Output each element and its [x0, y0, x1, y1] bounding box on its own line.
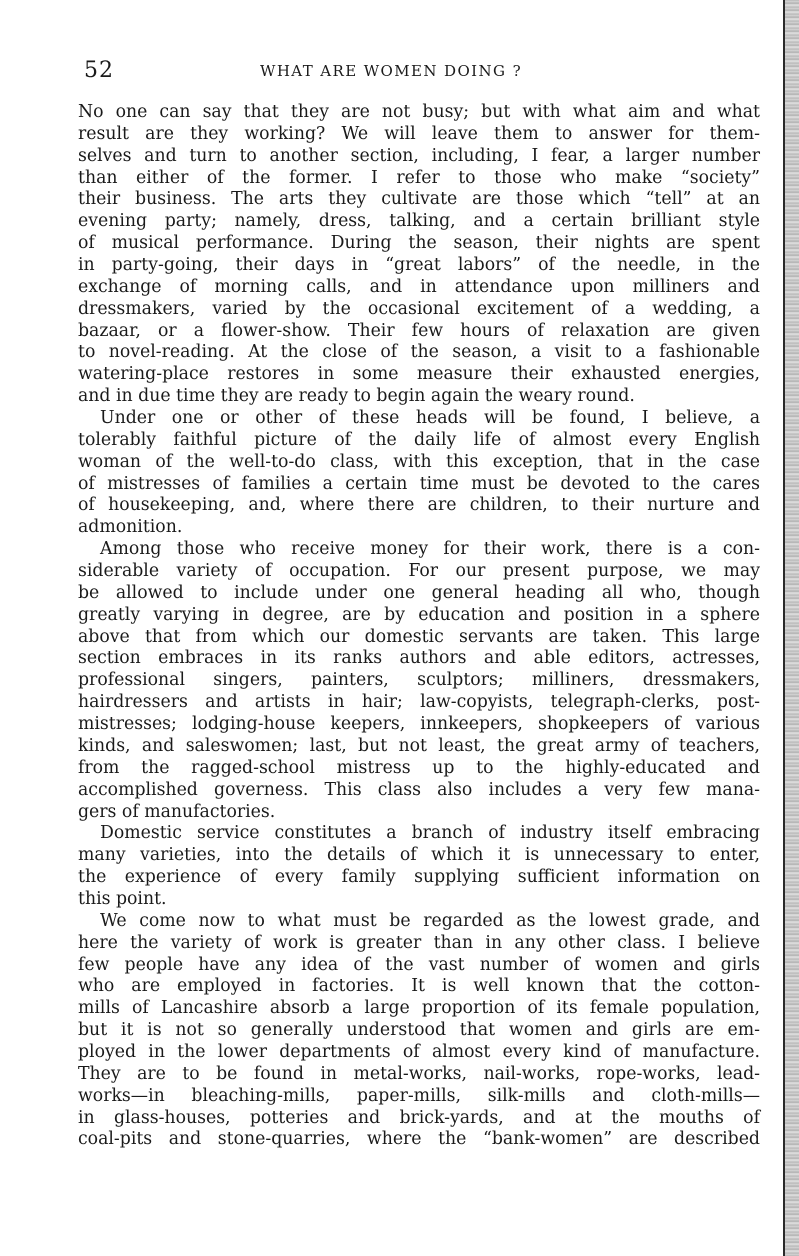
text-line: and in due time they are ready to begin again the weary round. — [78, 386, 635, 407]
text-line: woman of the well-to-do class, with this exception, that in the case — [78, 451, 760, 472]
text-line: evening party; namely, dress, talking, and a certain brilliant style — [78, 211, 760, 232]
text-line: No one can say that they are not busy; but with what aim and what — [78, 102, 760, 122]
text-line: coal-pits and stone-quarries, where the “bank-women” are described — [78, 1129, 760, 1150]
text-line: Domestic service constitutes a branch of industry itself embracing — [100, 823, 760, 844]
page-number: 52 — [84, 58, 114, 83]
text-line: to novel-reading. At the close of the season, a visit to a fashionable — [78, 342, 760, 363]
text-line: They are to be found in metal-works, nail-works, rope-works, lead- — [78, 1063, 760, 1084]
text-line: kinds, and saleswomen; last, but not least, the great army of teachers, — [78, 735, 760, 756]
text-line: above that from which our domestic servants are taken. This large — [78, 626, 760, 647]
text-line: the experience of every family supplying sufficient information on — [78, 867, 760, 888]
text-line: hairdressers and artists in hair; law-copyists, telegraph-clerks, post- — [78, 692, 760, 713]
text-line: exchange of morning calls, and in attendance upon milliners and — [78, 276, 760, 297]
text-line: few people have any idea of the vast number of women and girls — [78, 954, 760, 975]
text-line: of musical performance. During the season, their nights are spent — [78, 233, 760, 254]
text-line: section embraces in its ranks authors and able editors, actresses, — [78, 648, 760, 669]
text-line: than either of the former. I refer to those who make “society” — [78, 167, 760, 188]
text-line: this point. — [78, 888, 167, 909]
text-line: of housekeeping, and, where there are children, to their nurture and — [78, 495, 760, 516]
text-line: Among those who receive money for their work, there is a con- — [100, 539, 760, 560]
text-line: be allowed to include under one general heading all who, though — [78, 582, 760, 603]
page-edge-line — [783, 0, 785, 1256]
running-title: WHAT ARE WOMEN DOING ? — [260, 62, 523, 80]
text-line: selves and turn to another section, including, I fear, a larger number — [78, 145, 760, 166]
text-line: admonition. — [78, 517, 183, 538]
text-line: ployed in the lower departments of almost every kind of manufacture. — [78, 1041, 760, 1062]
text-line: in glass-houses, potteries and brick-yards, and at the mouths of — [78, 1107, 760, 1128]
text-line: of mistresses of families a certain time must be devoted to the cares — [78, 473, 760, 494]
text-line: gers of manufactories. — [78, 801, 276, 822]
text-line: Under one or other of these heads will be found, I believe, a — [100, 408, 760, 429]
text-line: here the variety of work is greater than in any other class. I believe — [78, 932, 760, 953]
text-line: from the ragged-school mistress up to the highly-educated and — [78, 757, 760, 778]
text-line: siderable variety of occupation. For our present purpose, we may — [78, 561, 760, 582]
text-line: dressmakers, varied by the occasional excitement of a wedding, a — [78, 298, 760, 319]
text-line: result are they working? We will leave them to answer for them- — [78, 123, 760, 144]
text-line: tolerably faithful picture of the daily life of almost every English — [78, 429, 760, 450]
text-line: works—in bleaching-mills, paper-mills, silk-mills and cloth-mills— — [78, 1085, 760, 1106]
text-line: many varieties, into the details of which it is unnecessary to enter, — [78, 845, 760, 866]
text-line: who are employed in factories. It is well known that the cotton- — [78, 976, 760, 997]
text-line: professional singers, painters, sculptors; milliners, dressmakers, — [78, 670, 760, 691]
text-line: mills of Lancashire absorb a large proportion of its female population, — [78, 998, 760, 1019]
text-line: but it is not so generally understood that women and girls are em- — [78, 1020, 760, 1041]
body-text — [78, 102, 760, 1151]
text-line: accomplished governess. This class also includes a very few mana- — [78, 779, 760, 800]
page-edge-texture — [785, 0, 799, 1256]
text-line: watering-place restores in some measure their exhausted energies, — [78, 364, 760, 385]
text-line: mistresses; lodging-house keepers, innkeepers, shopkeepers of various — [78, 714, 760, 735]
text-line: We come now to what must be regarded as the lowest grade, and — [100, 910, 760, 931]
text-line: bazaar, or a flower-show. Their few hours of relaxation are given — [78, 320, 760, 341]
text-line: greatly varying in degree, are by education and position in a sphere — [78, 604, 760, 625]
text-line: in party-going, their days in “great labors” of the needle, in the — [78, 255, 760, 276]
text-line: their business. The arts they cultivate are those which “tell” at an — [78, 189, 760, 210]
